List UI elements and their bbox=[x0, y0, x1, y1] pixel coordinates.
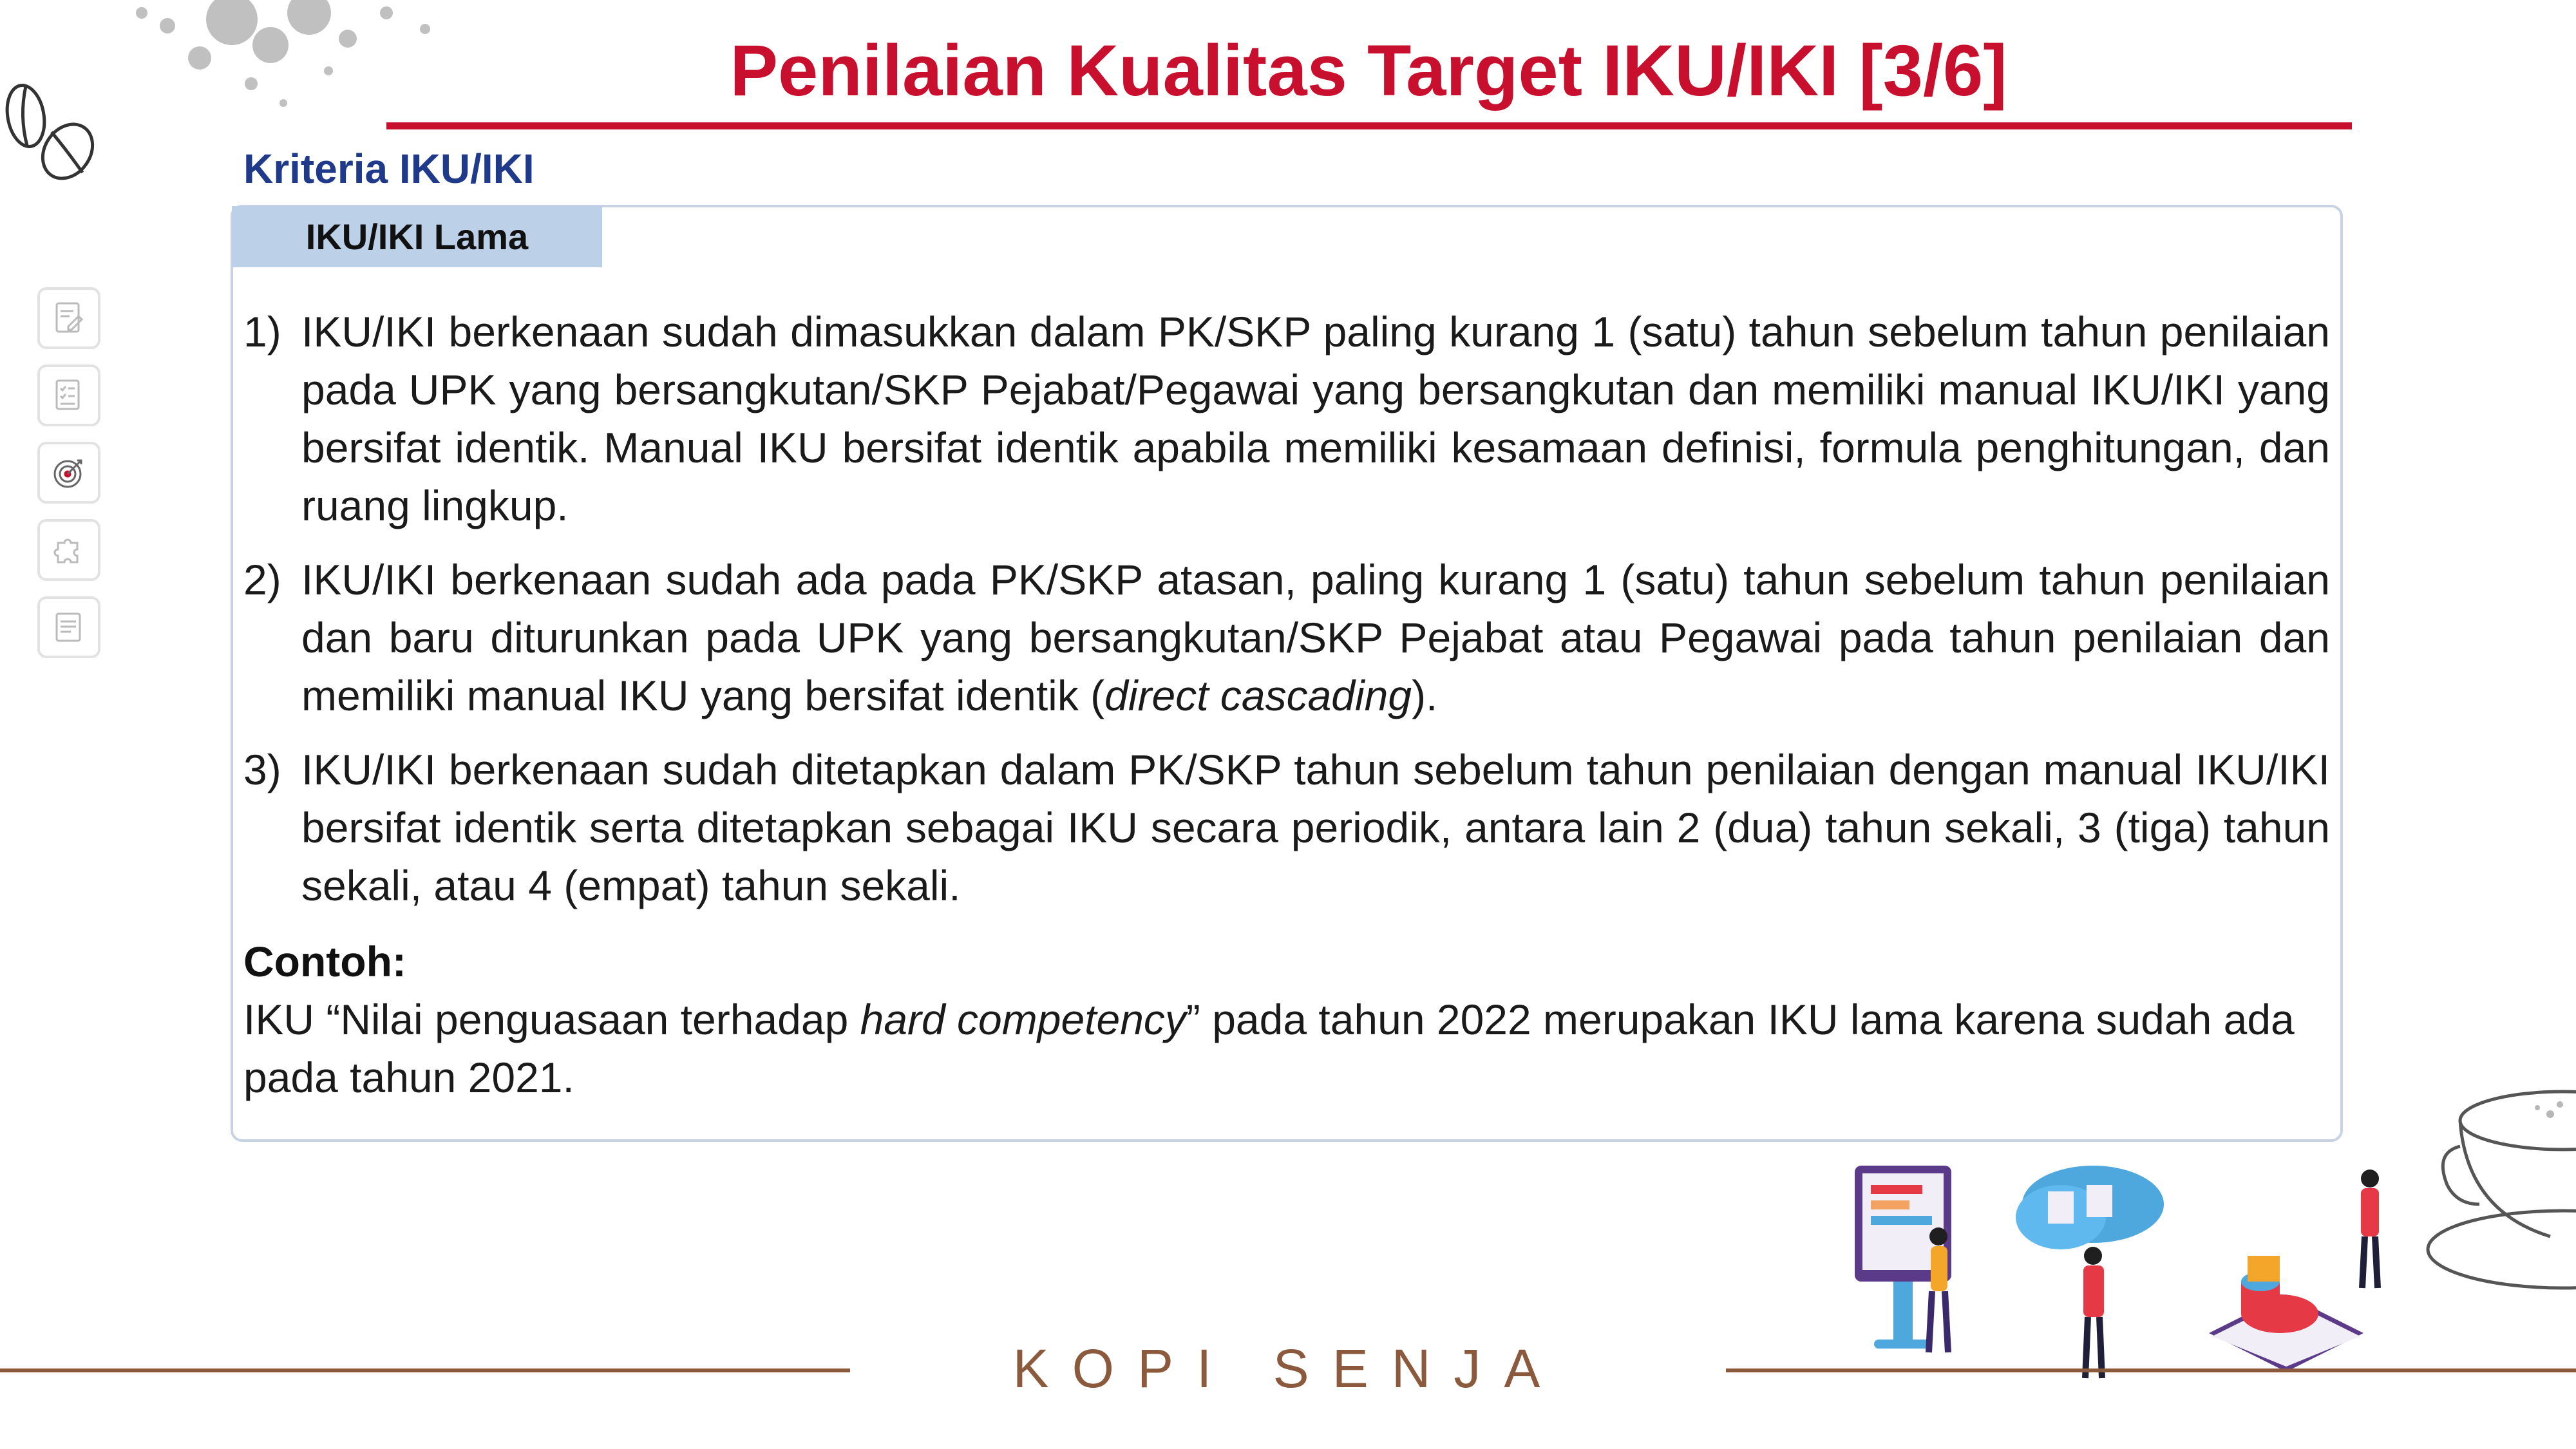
page-title: Penilaian Kualitas Target IKU/IKI [3/6] bbox=[730, 30, 2007, 111]
footer-brand: KOPI SENJA bbox=[1012, 1338, 1564, 1399]
coffee-beans-icon bbox=[0, 77, 103, 193]
criteria-list bbox=[243, 303, 2330, 931]
coffee-cup-icon bbox=[2421, 1043, 2576, 1314]
example-text-italic: hard competency bbox=[860, 996, 1186, 1043]
list-item-text: IKU/IKI berkenaan sudah dimasukkan dalam PK/SKP paling kurang 1 (satu) tahun sebelum tahun penilaian pada UPK yang bersangkutan/SKP Pejabat/Pegawai yang bersangkutan dan memiliki manual IKU/IKI yang bersifat identik. Manual IKU bersifat identik apabila memiliki kesamaan definisi, formula penghitungan, dan ruang lingkup. bbox=[301, 308, 2330, 529]
list-item-text bbox=[301, 556, 2330, 719]
sidebar-target-button[interactable] bbox=[37, 442, 100, 504]
list-item-text-after: ). bbox=[1412, 672, 1438, 719]
footer-divider-left bbox=[0, 1368, 850, 1372]
example-text bbox=[243, 990, 2330, 1106]
sidebar-checklist-button[interactable] bbox=[37, 365, 100, 426]
footer-divider-right bbox=[1726, 1368, 2576, 1372]
data-analytics-illustration bbox=[1835, 1153, 2415, 1397]
tab-iku-lama[interactable]: IKU/IKI Lama bbox=[232, 206, 602, 267]
sidebar-notes-button[interactable] bbox=[37, 596, 100, 658]
example-text-before: IKU “Nilai penguasaan terhadap bbox=[243, 996, 860, 1043]
title-underline bbox=[386, 122, 2352, 129]
list-item-number: 2) bbox=[243, 556, 281, 603]
section-heading: Kriteria IKU/IKI bbox=[243, 146, 535, 192]
document-edit-icon bbox=[49, 298, 89, 338]
list-item bbox=[243, 551, 2330, 724]
target-icon bbox=[49, 453, 89, 493]
puzzle-icon bbox=[49, 530, 89, 570]
sidebar-document-edit-button[interactable] bbox=[37, 287, 100, 349]
list-item-text-before: IKU/IKI berkenaan sudah ada pada PK/SKP atasan, paling kurang 1 (satu) tahun sebelum tahun penilaian dan baru diturunkan pada UPK yang bersangkutan/SKP Pejabat atau Pegawai pada tahun penilaian dan memiliki manual IKU yang bersifat identik ( bbox=[301, 556, 2330, 719]
notes-icon bbox=[49, 607, 89, 647]
list-item bbox=[243, 303, 2330, 535]
checklist-icon bbox=[49, 375, 89, 415]
list-item-text: IKU/IKI berkenaan sudah ditetapkan dalam PK/SKP tahun sebelum tahun penilaian dengan manual IKU/IKI bersifat identik serta ditetapkan sebagai IKU secara periodik, antara lain 2 (dua) tahun sekali, 3 (tiga) tahun sekali, atau 4 (empat) tahun sekali. bbox=[301, 746, 2330, 909]
example-text-after: ” pada tahun 2022 merupakan IKU lama karena sudah ada pada tahun 2021. bbox=[243, 996, 2295, 1101]
list-item-number: 1) bbox=[243, 308, 281, 355]
list-item-number: 3) bbox=[243, 746, 281, 793]
sidebar-puzzle-button[interactable] bbox=[37, 519, 100, 581]
example-heading: Contoh: bbox=[243, 938, 406, 985]
list-item-text-italic: direct cascading bbox=[1104, 672, 1412, 719]
list-item bbox=[243, 741, 2330, 914]
